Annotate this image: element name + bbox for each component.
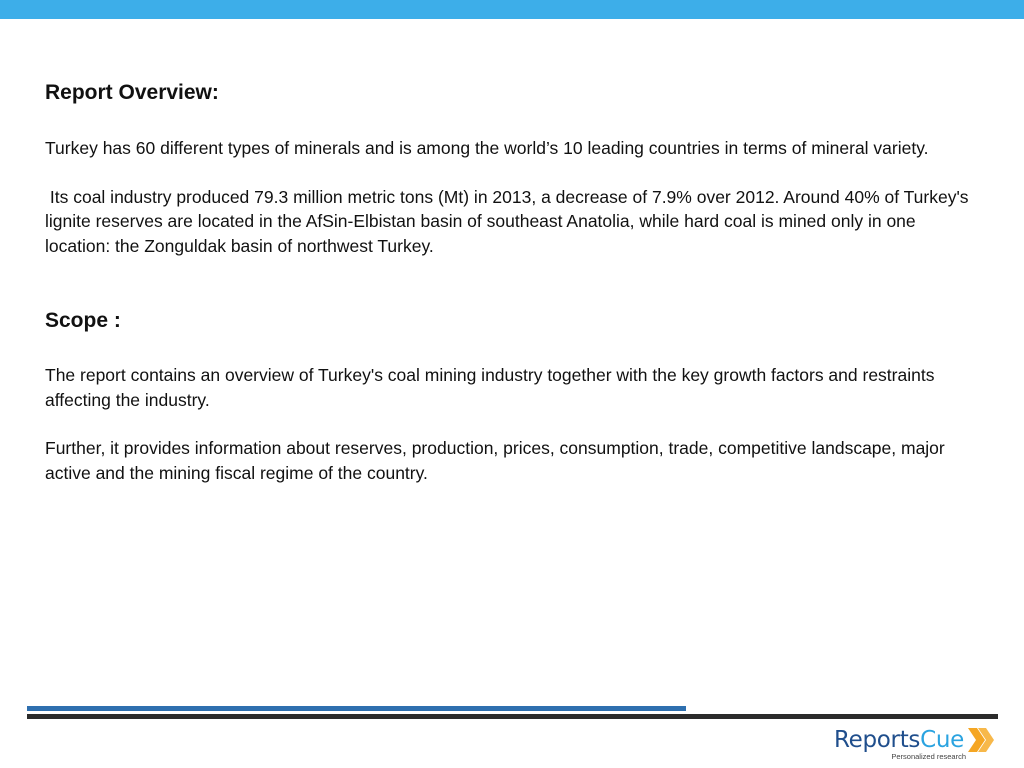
footer-rule-blue	[27, 706, 686, 711]
slide-content	[45, 78, 985, 485]
scope-paragraph-2: Further, it provides information about reserves, production, prices, consumption, trade, competitive landscape, major active and the mining fiscal regime of the country.	[45, 438, 950, 483]
overview-heading: Report Overview:	[45, 81, 219, 104]
footer-rule-dark	[27, 714, 998, 719]
top-accent-bar	[0, 0, 1024, 19]
overview-paragraph-2: Its coal industry produced 79.3 million metric tons (Mt) in 2013, a decrease of 7.9% over 2012. Around 40% of Turkey's lignite reserves are located in the AfSin-Elbistan basin of southeast Anatolia, while hard coal is mined only in one location: the Zonguldak basin of northwest Turkey.	[45, 186, 974, 256]
double-chevron-right-icon	[966, 726, 996, 754]
logo-wordmark	[834, 726, 996, 754]
scope-heading: Scope :	[45, 309, 121, 332]
logo-text-cue: Cue	[920, 727, 964, 753]
overview-paragraph-1: Turkey has 60 different types of minerals and is among the world’s 10 leading countries in terms of mineral variety.	[45, 138, 929, 158]
scope-paragraph-1: The report contains an overview of Turkey's coal mining industry together with the key growth factors and restraints affecting the industry.	[45, 365, 940, 410]
reportscue-logo	[834, 726, 996, 762]
logo-text-reports: Reports	[833, 727, 921, 753]
logo-tagline: Personalized research	[891, 752, 966, 761]
